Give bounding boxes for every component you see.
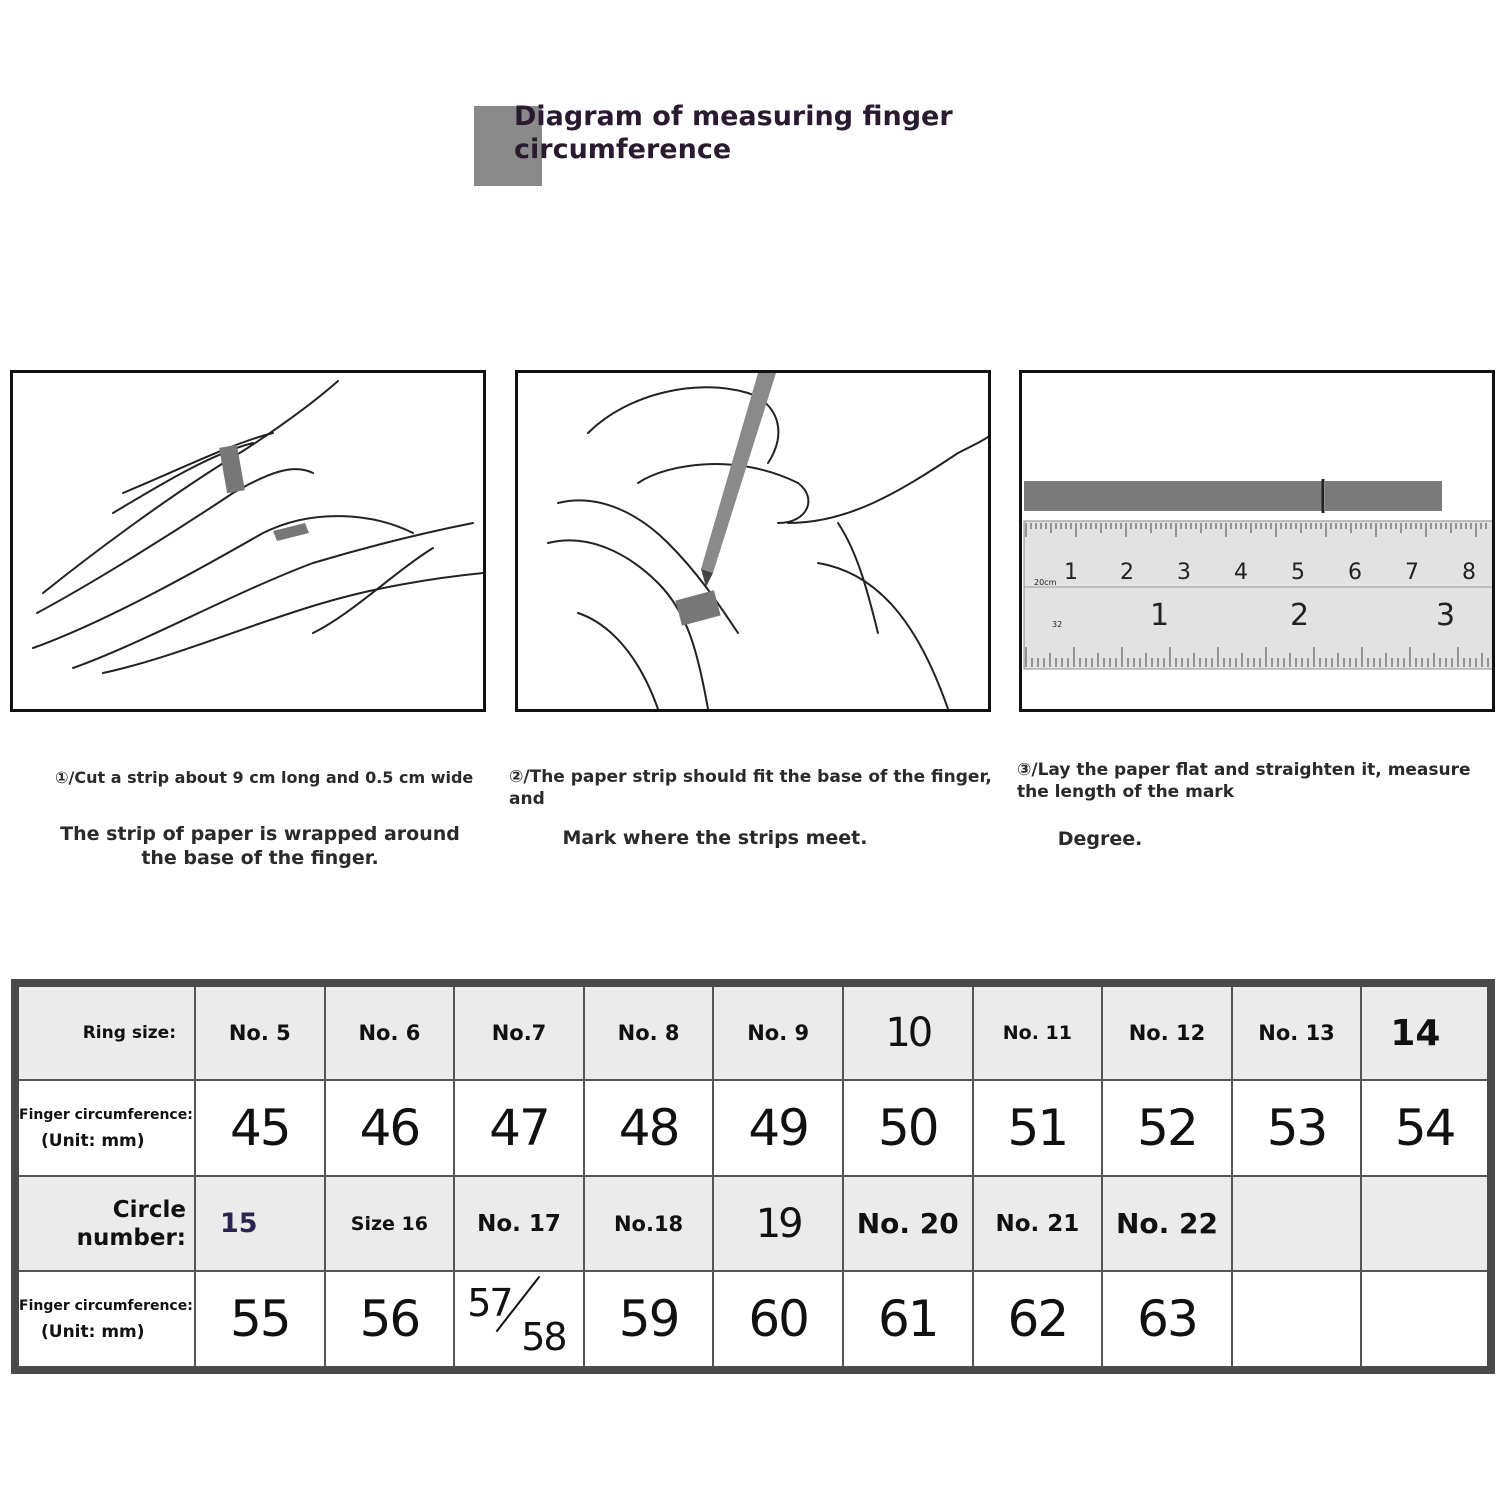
ring-size-cell: No. 11 xyxy=(973,983,1103,1080)
illustration-ruler xyxy=(1019,370,1495,712)
step-1-line2: The strip of paper is wrapped around the base of the finger. xyxy=(60,823,460,869)
circumference-header-label: Finger circumference: xyxy=(19,1297,193,1314)
ruler-num-top: 7 xyxy=(1405,560,1419,585)
ring-size-cell-empty xyxy=(1361,1176,1491,1270)
ruler-num-top: 8 xyxy=(1462,560,1476,585)
paper-strip-flat xyxy=(1024,481,1322,511)
ring-size-cell: No. 5 xyxy=(195,983,325,1080)
circumference-cell: 62 xyxy=(973,1271,1103,1370)
fraction-57-58 xyxy=(455,1275,583,1363)
page-title: Diagram of measuring finger circumference xyxy=(514,101,953,165)
step-2-line2: Mark where the strips meet. xyxy=(562,827,868,849)
table-row xyxy=(15,1176,1491,1270)
ring-size-cell: No.18 xyxy=(584,1176,714,1270)
circumference-header-label: Finger circumference: xyxy=(19,1107,193,1124)
ring-size-cell: No. 9 xyxy=(713,983,843,1080)
ring-size-cell: No. 12 xyxy=(1102,983,1232,1080)
ruler-num-top: 3 xyxy=(1177,560,1191,585)
circle-number-header: Circle number: xyxy=(15,1176,195,1270)
circumference-cell: 49 xyxy=(713,1080,843,1176)
circumference-cell: 47 xyxy=(454,1080,584,1176)
fraction-top: 57 xyxy=(467,1280,512,1325)
ring-size-cell: No. 20 xyxy=(843,1176,973,1270)
circumference-cell: 50 xyxy=(843,1080,973,1176)
ring-size-cell: No. 8 xyxy=(584,983,714,1080)
ruler-illustration xyxy=(1022,373,1492,709)
ruler-num-top: 2 xyxy=(1120,560,1134,585)
ruler-num-top: 1 xyxy=(1064,560,1078,585)
unit-label: (Unit: mm) xyxy=(41,1321,145,1342)
ruler-body xyxy=(1024,521,1492,669)
circumference-cell: 52 xyxy=(1102,1080,1232,1176)
step-3-line1: ③/Lay the paper flat and straighten it, measure the length of the mark xyxy=(1017,760,1471,802)
circumference-cell: 54 xyxy=(1361,1080,1491,1176)
illustration-mark-strip xyxy=(515,370,991,712)
ring-size-cell: No. 13 xyxy=(1232,983,1362,1080)
table-row xyxy=(15,1080,1491,1176)
ruler-num-bottom: 2 xyxy=(1290,598,1310,633)
circumference-cell: 56 xyxy=(325,1271,455,1370)
circumference-cell: 48 xyxy=(584,1080,714,1176)
circumference-header xyxy=(15,1080,195,1176)
circumference-cell: 61 xyxy=(843,1271,973,1370)
ruler-num-bottom: 3 xyxy=(1436,598,1456,633)
circumference-cell: 55 xyxy=(195,1271,325,1370)
ruler-num-top: 5 xyxy=(1291,560,1305,585)
ring-size-cell: 19 xyxy=(713,1176,843,1270)
unit-label: (Unit: mm) xyxy=(41,1131,145,1152)
ring-size-cell: No.7 xyxy=(454,983,584,1080)
circumference-cell-empty xyxy=(1361,1271,1491,1370)
circumference-cell: 45 xyxy=(195,1080,325,1176)
hand-wrap-illustration xyxy=(13,373,483,709)
ruler-num-top: 4 xyxy=(1234,560,1248,585)
ring-size-cell: No. 22 xyxy=(1102,1176,1232,1270)
circumference-cell: 63 xyxy=(1102,1271,1232,1370)
ruler-unit-bottom: 32 xyxy=(1052,620,1063,629)
table-row xyxy=(15,1271,1491,1370)
ring-size-cell: No. 21 xyxy=(973,1176,1103,1270)
ring-size-table xyxy=(11,979,1495,1374)
paper-strip-mark xyxy=(675,590,720,625)
fraction-bottom: 58 xyxy=(521,1314,566,1359)
ring-size-cell: 15 xyxy=(195,1176,325,1270)
ring-size-header: Ring size: xyxy=(15,983,195,1080)
ring-size-cell: No. 17 xyxy=(454,1176,584,1270)
circumference-cell-fraction xyxy=(454,1271,584,1370)
circumference-cell: 46 xyxy=(325,1080,455,1176)
ruler-unit-top: 20cm xyxy=(1034,578,1057,587)
ring-size-cell: No. 6 xyxy=(325,983,455,1080)
table-row xyxy=(15,983,1491,1080)
step-1-line1: ①/Cut a strip about 9 cm long and 0.5 cm wide xyxy=(55,768,474,787)
ring-size-cell: 10 xyxy=(843,983,973,1080)
ring-size-cell: Size 16 xyxy=(325,1176,455,1270)
step-2-line1: ②/The paper strip should fit the base of the finger, and xyxy=(509,767,992,809)
ring-size-cell-empty xyxy=(1232,1176,1362,1270)
step-3-line2: Degree. xyxy=(1057,828,1143,850)
ring-size-cell: 14 xyxy=(1361,983,1491,1080)
circumference-cell-empty xyxy=(1232,1271,1362,1370)
hand-pen-illustration xyxy=(518,373,988,709)
ruler-num-bottom: 1 xyxy=(1150,598,1170,633)
circumference-cell: 51 xyxy=(973,1080,1103,1176)
circumference-cell: 53 xyxy=(1232,1080,1362,1176)
pen-icon xyxy=(701,373,776,573)
illustration-wrap-strip xyxy=(10,370,486,712)
ruler-num-top: 6 xyxy=(1348,560,1362,585)
circumference-cell: 60 xyxy=(713,1271,843,1370)
circumference-header xyxy=(15,1271,195,1370)
circumference-cell: 59 xyxy=(584,1271,714,1370)
